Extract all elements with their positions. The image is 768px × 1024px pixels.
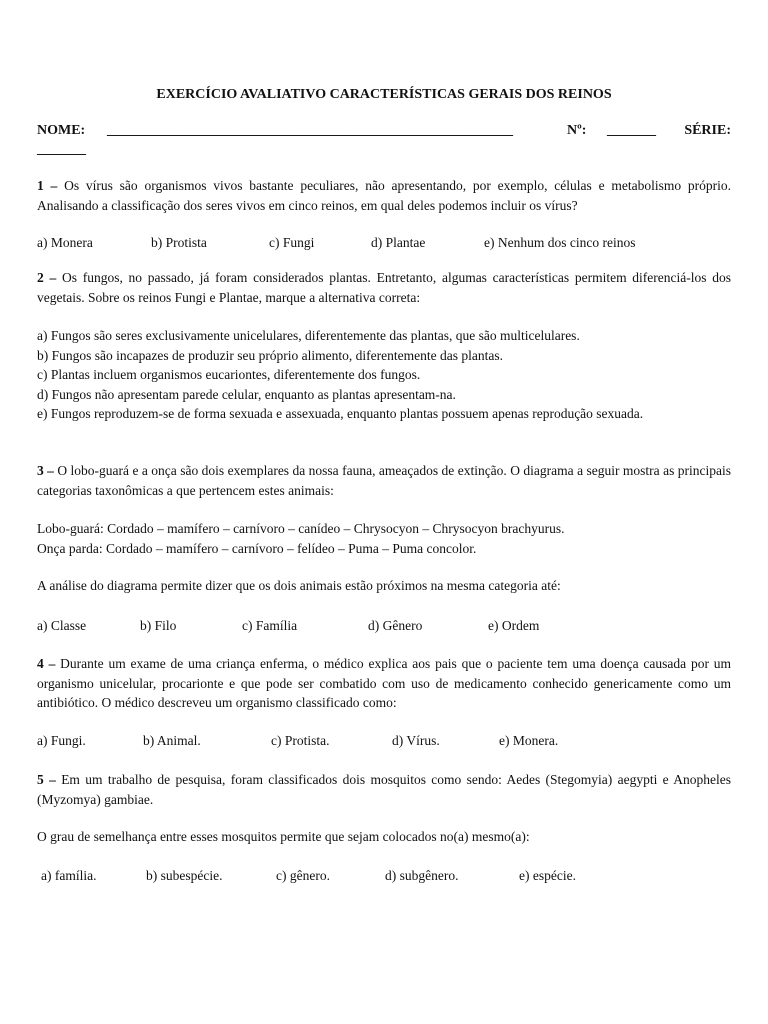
numero-blank[interactable]: _______ <box>607 123 656 138</box>
question-3-number: 3 – <box>37 463 54 478</box>
q4-option-e[interactable]: e) Monera. <box>499 733 559 748</box>
q5-option-b[interactable]: b) subespécie. <box>146 868 223 883</box>
q4-option-b[interactable]: b) Animal. <box>143 733 201 748</box>
question-5-options <box>37 866 731 886</box>
question-1 <box>37 176 731 215</box>
q5-option-a[interactable]: a) família. <box>41 868 97 883</box>
nome-blank[interactable]: __________________________________________________________ <box>107 123 513 138</box>
q1-option-b[interactable]: b) Protista <box>151 235 207 250</box>
question-4-text: Durante um exame de uma criança enferma, o médico explica aos pais que o paciente tem uma doença causada por um organismo unicelular, procarionte e que pode ser combatido com uso de medicamento conhecido genericamente como um antibiótico. O médico descreveu um organismo classificado como: <box>37 656 732 710</box>
q3-option-b[interactable]: b) Filo <box>140 618 177 633</box>
serie-blank[interactable]: _______ <box>37 142 86 157</box>
q4-option-c[interactable]: c) Protista. <box>271 733 330 748</box>
q2-option-b[interactable]: b) Fungos são incapazes de produzir seu próprio alimento, diferentemente das plantas. <box>37 347 503 363</box>
q5-option-e[interactable]: e) espécie. <box>519 868 576 883</box>
q3-option-a[interactable]: a) Classe <box>37 618 87 633</box>
q3-option-d[interactable]: d) Gênero <box>368 618 423 633</box>
q4-option-a[interactable]: a) Fungi. <box>37 733 86 748</box>
question-4-options <box>37 731 731 751</box>
q1-option-a[interactable]: a) Monera <box>37 235 93 250</box>
page-title: EXERCÍCIO AVALIATIVO CARACTERÍSTICAS GERAIS DOS REINOS <box>156 87 612 102</box>
q1-option-d[interactable]: d) Plantae <box>371 235 426 250</box>
serie-blank-line <box>37 140 731 160</box>
question-4-number: 4 – <box>37 656 56 671</box>
q2-option-a[interactable]: a) Fungos são seres exclusivamente unicelulares, diferentemente das plantas, que são multicelulares. <box>37 328 580 343</box>
question-2-number: 2 – <box>37 270 57 285</box>
question-5-number: 5 – <box>37 772 56 787</box>
q1-option-c[interactable]: c) Fungi <box>269 235 315 250</box>
question-4 <box>37 654 731 713</box>
question-1-number: 1 – <box>37 178 58 193</box>
question-3-text: O lobo-guará e a onça são dois exemplares da nossa fauna, ameaçados de extinção. O diagrama a seguir mostra as principais categorias taxonômicas a que pertencem estes animais: <box>37 463 732 498</box>
q1-option-e[interactable]: e) Nenhum dos cinco reinos <box>484 235 636 250</box>
question-3-prompt: A análise do diagrama permite dizer que os dois animais estão próximos na mesma categoria até: <box>37 578 561 593</box>
q2-option-e[interactable]: e) Fungos reproduzem-se de forma sexuada e assexuada, enquanto plantas possuem apenas reprodução sexuada. <box>37 406 644 421</box>
question-1-text: Os vírus são organismos vivos bastante peculiares, não apresentando, por exemplo, células e metabolismo próprio. Analisando a classificação dos seres vivos em cinco reinos, em qual deles podemos incluir os vírus? <box>37 178 732 213</box>
question-3 <box>37 461 731 500</box>
question-5-text: Em um trabalho de pesquisa, foram classificados dois mosquitos como sendo: Aedes (Stegomyia) aegypti e Anopheles (Myzomya) gambiae. <box>37 772 732 807</box>
question-2-text: Os fungos, no passado, já foram considerados plantas. Entretanto, algumas características permitem diferenciá-los dos vegetais. Sobre os reinos Fungi e Plantae, marque a alternativa correta: <box>37 270 731 305</box>
q3-option-c[interactable]: c) Família <box>242 618 298 633</box>
student-info-header <box>37 121 731 141</box>
taxonomy-diagram <box>37 519 731 558</box>
lobo-guara-taxonomy: Lobo-guará: Cordado – mamífero – carnívoro – canídeo – Chrysocyon – Chrysocyon brachyurus. <box>37 521 565 536</box>
onca-taxonomy: Onça parda: Cordado – mamífero – carnívoro – felídeo – Puma – Puma concolor. <box>37 540 477 556</box>
serie-label: SÉRIE: <box>684 123 731 138</box>
numero-label: Nº: <box>567 123 587 138</box>
question-5 <box>37 770 731 809</box>
question-2 <box>37 268 731 307</box>
nome-label: NOME: <box>37 123 86 138</box>
question-2-options <box>37 326 731 424</box>
question-1-options <box>37 233 731 253</box>
question-3-options <box>37 616 731 636</box>
q2-option-c[interactable]: c) Plantas incluem organismos eucariontes, diferentemente dos fungos. <box>37 367 421 382</box>
q2-option-d[interactable]: d) Fungos não apresentam parede celular, enquanto as plantas apresentam-na. <box>37 386 456 402</box>
q3-option-e[interactable]: e) Ordem <box>488 618 540 633</box>
question-5-prompt: O grau de semelhança entre esses mosquitos permite que sejam colocados no(a) mesmo(a): <box>37 829 530 844</box>
q5-option-c[interactable]: c) gênero. <box>276 868 330 883</box>
q5-option-d[interactable]: d) subgênero. <box>385 868 459 883</box>
q4-option-d[interactable]: d) Vírus. <box>392 733 440 748</box>
